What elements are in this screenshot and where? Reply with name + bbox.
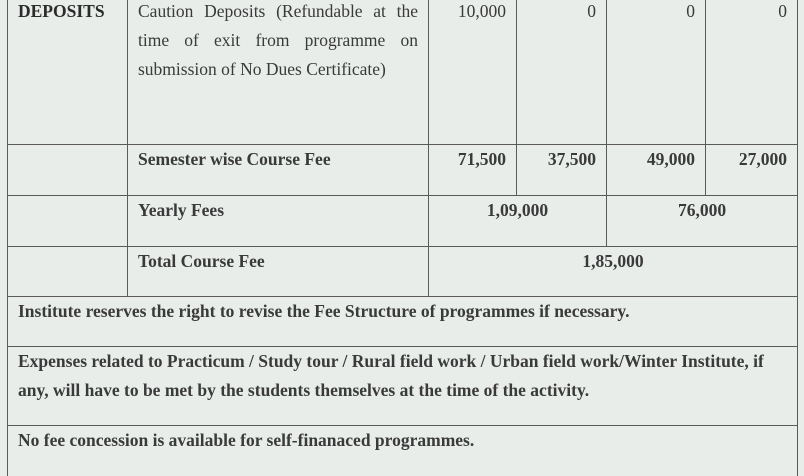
caution-deposits-description: Caution Deposits (Refundable at the time of exit from programme on submission of No Dues Certificate) xyxy=(128,0,429,145)
semester-fee-empty-cell xyxy=(8,145,128,196)
yearly-fee-year2: 76,000 xyxy=(607,196,798,247)
deposit-value-sem1: 10,000 xyxy=(429,0,517,145)
semester-fee-sem3: 49,000 xyxy=(607,145,706,196)
semester-fee-row xyxy=(8,145,798,196)
semester-fee-label: Semester wise Course Fee xyxy=(128,145,429,196)
fee-revision-note: Institute reserves the right to revise the Fee Structure of programmes if necessary. xyxy=(8,297,798,347)
total-fee-label: Total Course Fee xyxy=(128,247,429,297)
semester-fee-sem2: 37,500 xyxy=(517,145,607,196)
deposit-value-sem2: 0 xyxy=(517,0,607,145)
deposit-value-sem4: 0 xyxy=(706,0,798,145)
expenses-note: Expenses related to Practicum / Study tour / Rural field work / Urban field work/Winter Institute, if any, will have to be met by the students themselves at the time of the activity. xyxy=(8,347,798,426)
note-row xyxy=(8,297,798,347)
total-fee-empty-cell xyxy=(8,247,128,297)
yearly-fee-empty-cell xyxy=(8,196,128,247)
fee-structure-table xyxy=(7,0,798,476)
total-fee-row xyxy=(8,247,798,297)
semester-fee-sem4: 27,000 xyxy=(706,145,798,196)
yearly-fee-year1: 1,09,000 xyxy=(429,196,607,247)
yearly-fee-row xyxy=(8,196,798,247)
total-fee-value: 1,85,000 xyxy=(429,247,798,297)
deposit-value-sem3: 0 xyxy=(607,0,706,145)
deposits-row xyxy=(8,0,798,145)
yearly-fee-label: Yearly Fees xyxy=(128,196,429,247)
deposits-label: DEPOSITS xyxy=(8,0,128,145)
semester-fee-sem1: 71,500 xyxy=(429,145,517,196)
note-row xyxy=(8,426,798,476)
note-row xyxy=(8,347,798,426)
fee-concession-note: No fee concession is available for self-finanaced programmes. xyxy=(8,426,798,476)
